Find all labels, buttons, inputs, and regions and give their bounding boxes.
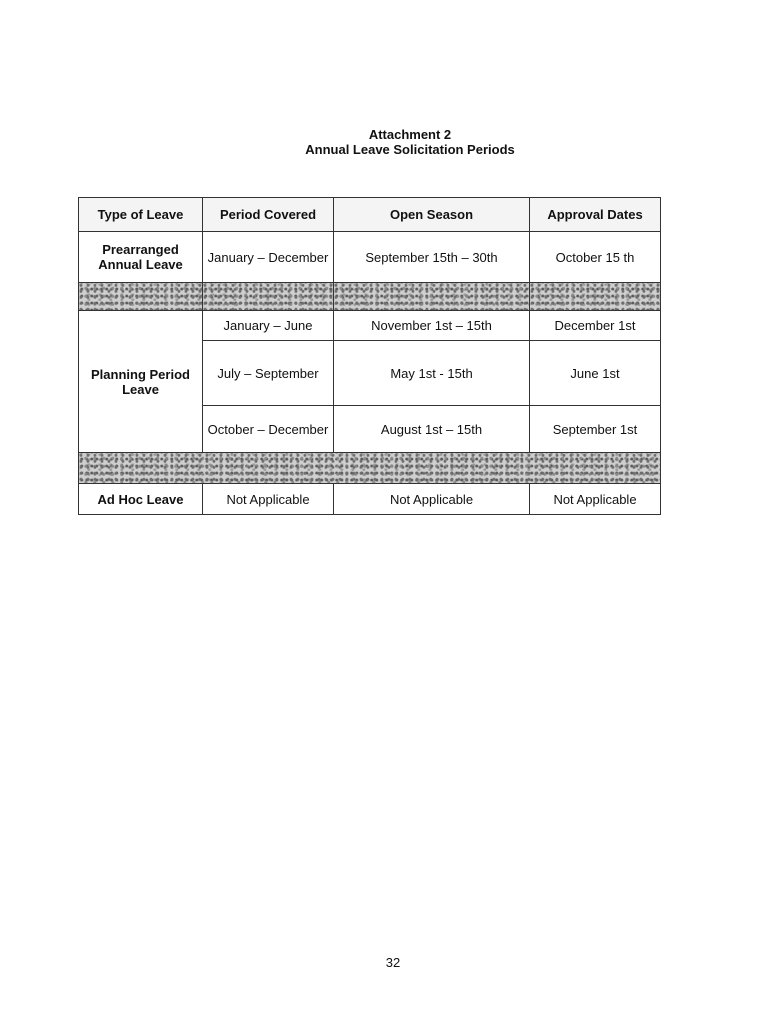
table-row: [79, 484, 661, 515]
prearranged-type-cell: Prearranged Annual Leave: [79, 232, 203, 283]
shaded-separator-row: [79, 453, 661, 484]
planning-open-season-cell: November 1st – 15th: [334, 311, 530, 341]
shaded-separator-cell: [79, 283, 203, 311]
planning-approval-cell: December 1st: [530, 311, 661, 341]
header-type-of-leave: Type of Leave: [79, 198, 203, 232]
planning-period-cell: July – September: [203, 341, 334, 406]
adhoc-open-season-cell: Not Applicable: [334, 484, 530, 515]
planning-type-cell: Planning Period Leave: [79, 311, 203, 453]
page-heading: [0, 127, 770, 157]
shaded-separator-cell: [334, 283, 530, 311]
planning-approval-cell: September 1st: [530, 406, 661, 453]
prearranged-open-season-cell: September 15th – 30th: [334, 232, 530, 283]
adhoc-period-cell: Not Applicable: [203, 484, 334, 515]
table-header-row: [79, 198, 661, 232]
header-approval-dates: Approval Dates: [530, 198, 661, 232]
table-title: Annual Leave Solicitation Periods: [305, 142, 515, 157]
planning-approval-cell: June 1st: [530, 341, 661, 406]
shaded-separator-row: [79, 283, 661, 311]
adhoc-approval-cell: Not Applicable: [530, 484, 661, 515]
planning-open-season-cell: May 1st - 15th: [334, 341, 530, 406]
adhoc-type-cell: Ad Hoc Leave: [79, 484, 203, 515]
header-period-covered: Period Covered: [203, 198, 334, 232]
shaded-separator-cell: [203, 283, 334, 311]
table-row: [79, 311, 661, 341]
shaded-separator-cell: [79, 453, 661, 484]
table-row: [79, 232, 661, 283]
prearranged-approval-cell: October 15 th: [530, 232, 661, 283]
planning-period-cell: January – June: [203, 311, 334, 341]
shaded-separator-cell: [530, 283, 661, 311]
page-number: 32: [385, 955, 401, 970]
leave-solicitation-table: [78, 197, 661, 515]
header-open-season: Open Season: [334, 198, 530, 232]
prearranged-period-cell: January – December: [203, 232, 334, 283]
planning-period-cell: October – December: [203, 406, 334, 453]
attachment-title: Attachment 2: [368, 127, 452, 142]
planning-open-season-cell: August 1st – 15th: [334, 406, 530, 453]
